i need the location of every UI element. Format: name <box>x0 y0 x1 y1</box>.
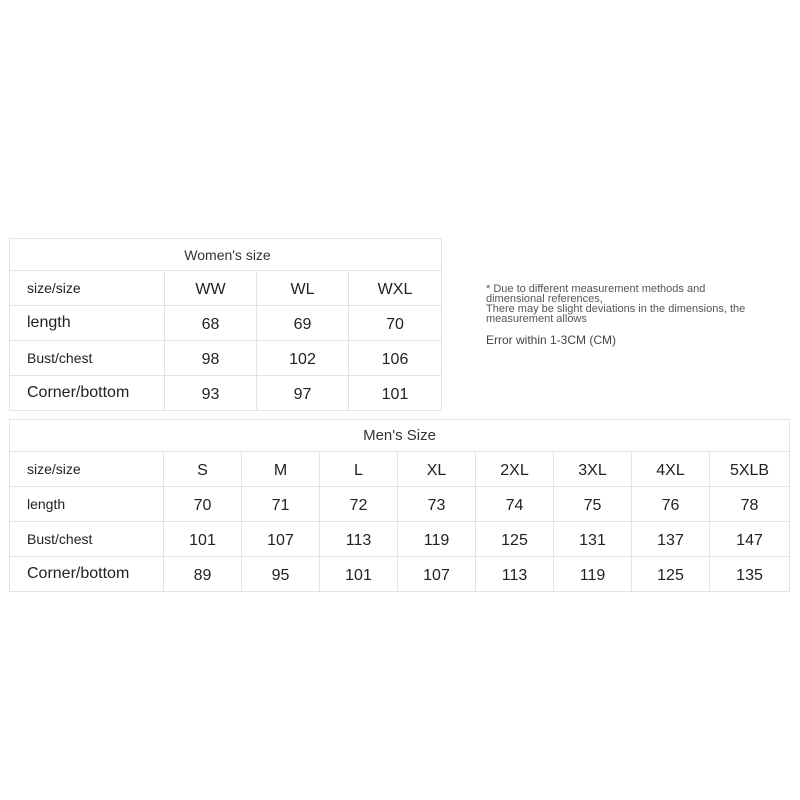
table-cell: 75 <box>554 487 632 522</box>
row-label: length <box>10 487 164 522</box>
table-cell: 97 <box>257 376 349 411</box>
table-cell: 70 <box>349 306 442 341</box>
mens-size-table <box>9 419 790 592</box>
table-cell: 106 <box>349 341 442 376</box>
womens-size-table <box>9 238 442 411</box>
row-label: Corner/bottom <box>10 557 164 592</box>
size-header: M <box>242 452 320 487</box>
note-line: dimensional references, <box>486 293 603 305</box>
size-header: S <box>164 452 242 487</box>
row-label: size/size <box>10 452 164 487</box>
table-cell: 78 <box>710 487 790 522</box>
row-label: Bust/chest <box>10 522 164 557</box>
size-header: XL <box>398 452 476 487</box>
row-label: Bust/chest <box>10 341 165 376</box>
table-cell: 102 <box>257 341 349 376</box>
table-cell: 107 <box>398 557 476 592</box>
womens-table-title: Women's size <box>10 239 442 271</box>
table-row <box>10 522 790 557</box>
table-row <box>10 557 790 592</box>
table-cell: 137 <box>632 522 710 557</box>
table-cell: 125 <box>632 557 710 592</box>
size-header: WW <box>165 271 257 306</box>
table-cell: 119 <box>554 557 632 592</box>
size-header: 3XL <box>554 452 632 487</box>
table-cell: 125 <box>476 522 554 557</box>
table-cell: 101 <box>349 376 442 411</box>
note-line: There may be slight deviations in the dimensions, the <box>486 303 746 315</box>
table-cell: 131 <box>554 522 632 557</box>
table-cell: 73 <box>398 487 476 522</box>
table-cell: 98 <box>165 341 257 376</box>
measurement-note <box>486 284 786 347</box>
mens-table-title: Men's Size <box>10 420 790 452</box>
table-row <box>10 376 442 411</box>
size-header: 5XLB <box>710 452 790 487</box>
table-cell: 72 <box>320 487 398 522</box>
table-cell: 71 <box>242 487 320 522</box>
table-cell: 101 <box>164 522 242 557</box>
table-row <box>10 306 442 341</box>
table-cell: 135 <box>710 557 790 592</box>
size-header: WL <box>257 271 349 306</box>
table-header-row <box>10 271 442 306</box>
table-cell: 113 <box>476 557 554 592</box>
table-cell: 89 <box>164 557 242 592</box>
note-line: measurement allows <box>486 313 587 325</box>
table-cell: 93 <box>165 376 257 411</box>
size-header: WXL <box>349 271 442 306</box>
table-cell: 119 <box>398 522 476 557</box>
table-row <box>10 341 442 376</box>
table-cell: 74 <box>476 487 554 522</box>
size-header: 4XL <box>632 452 710 487</box>
table-cell: 101 <box>320 557 398 592</box>
table-cell: 76 <box>632 487 710 522</box>
table-cell: 68 <box>165 306 257 341</box>
table-cell: 69 <box>257 306 349 341</box>
note-line: * Due to different measurement methods and <box>486 283 706 295</box>
table-cell: 95 <box>242 557 320 592</box>
table-cell: 147 <box>710 522 790 557</box>
size-header: L <box>320 452 398 487</box>
table-cell: 113 <box>320 522 398 557</box>
size-header: 2XL <box>476 452 554 487</box>
row-label: Corner/bottom <box>10 376 165 411</box>
row-label: size/size <box>10 271 165 306</box>
row-label: length <box>10 306 165 341</box>
table-row <box>10 487 790 522</box>
table-cell: 107 <box>242 522 320 557</box>
table-header-row <box>10 452 790 487</box>
error-tolerance-note: Error within 1-3CM (CM) <box>486 333 617 347</box>
table-cell: 70 <box>164 487 242 522</box>
